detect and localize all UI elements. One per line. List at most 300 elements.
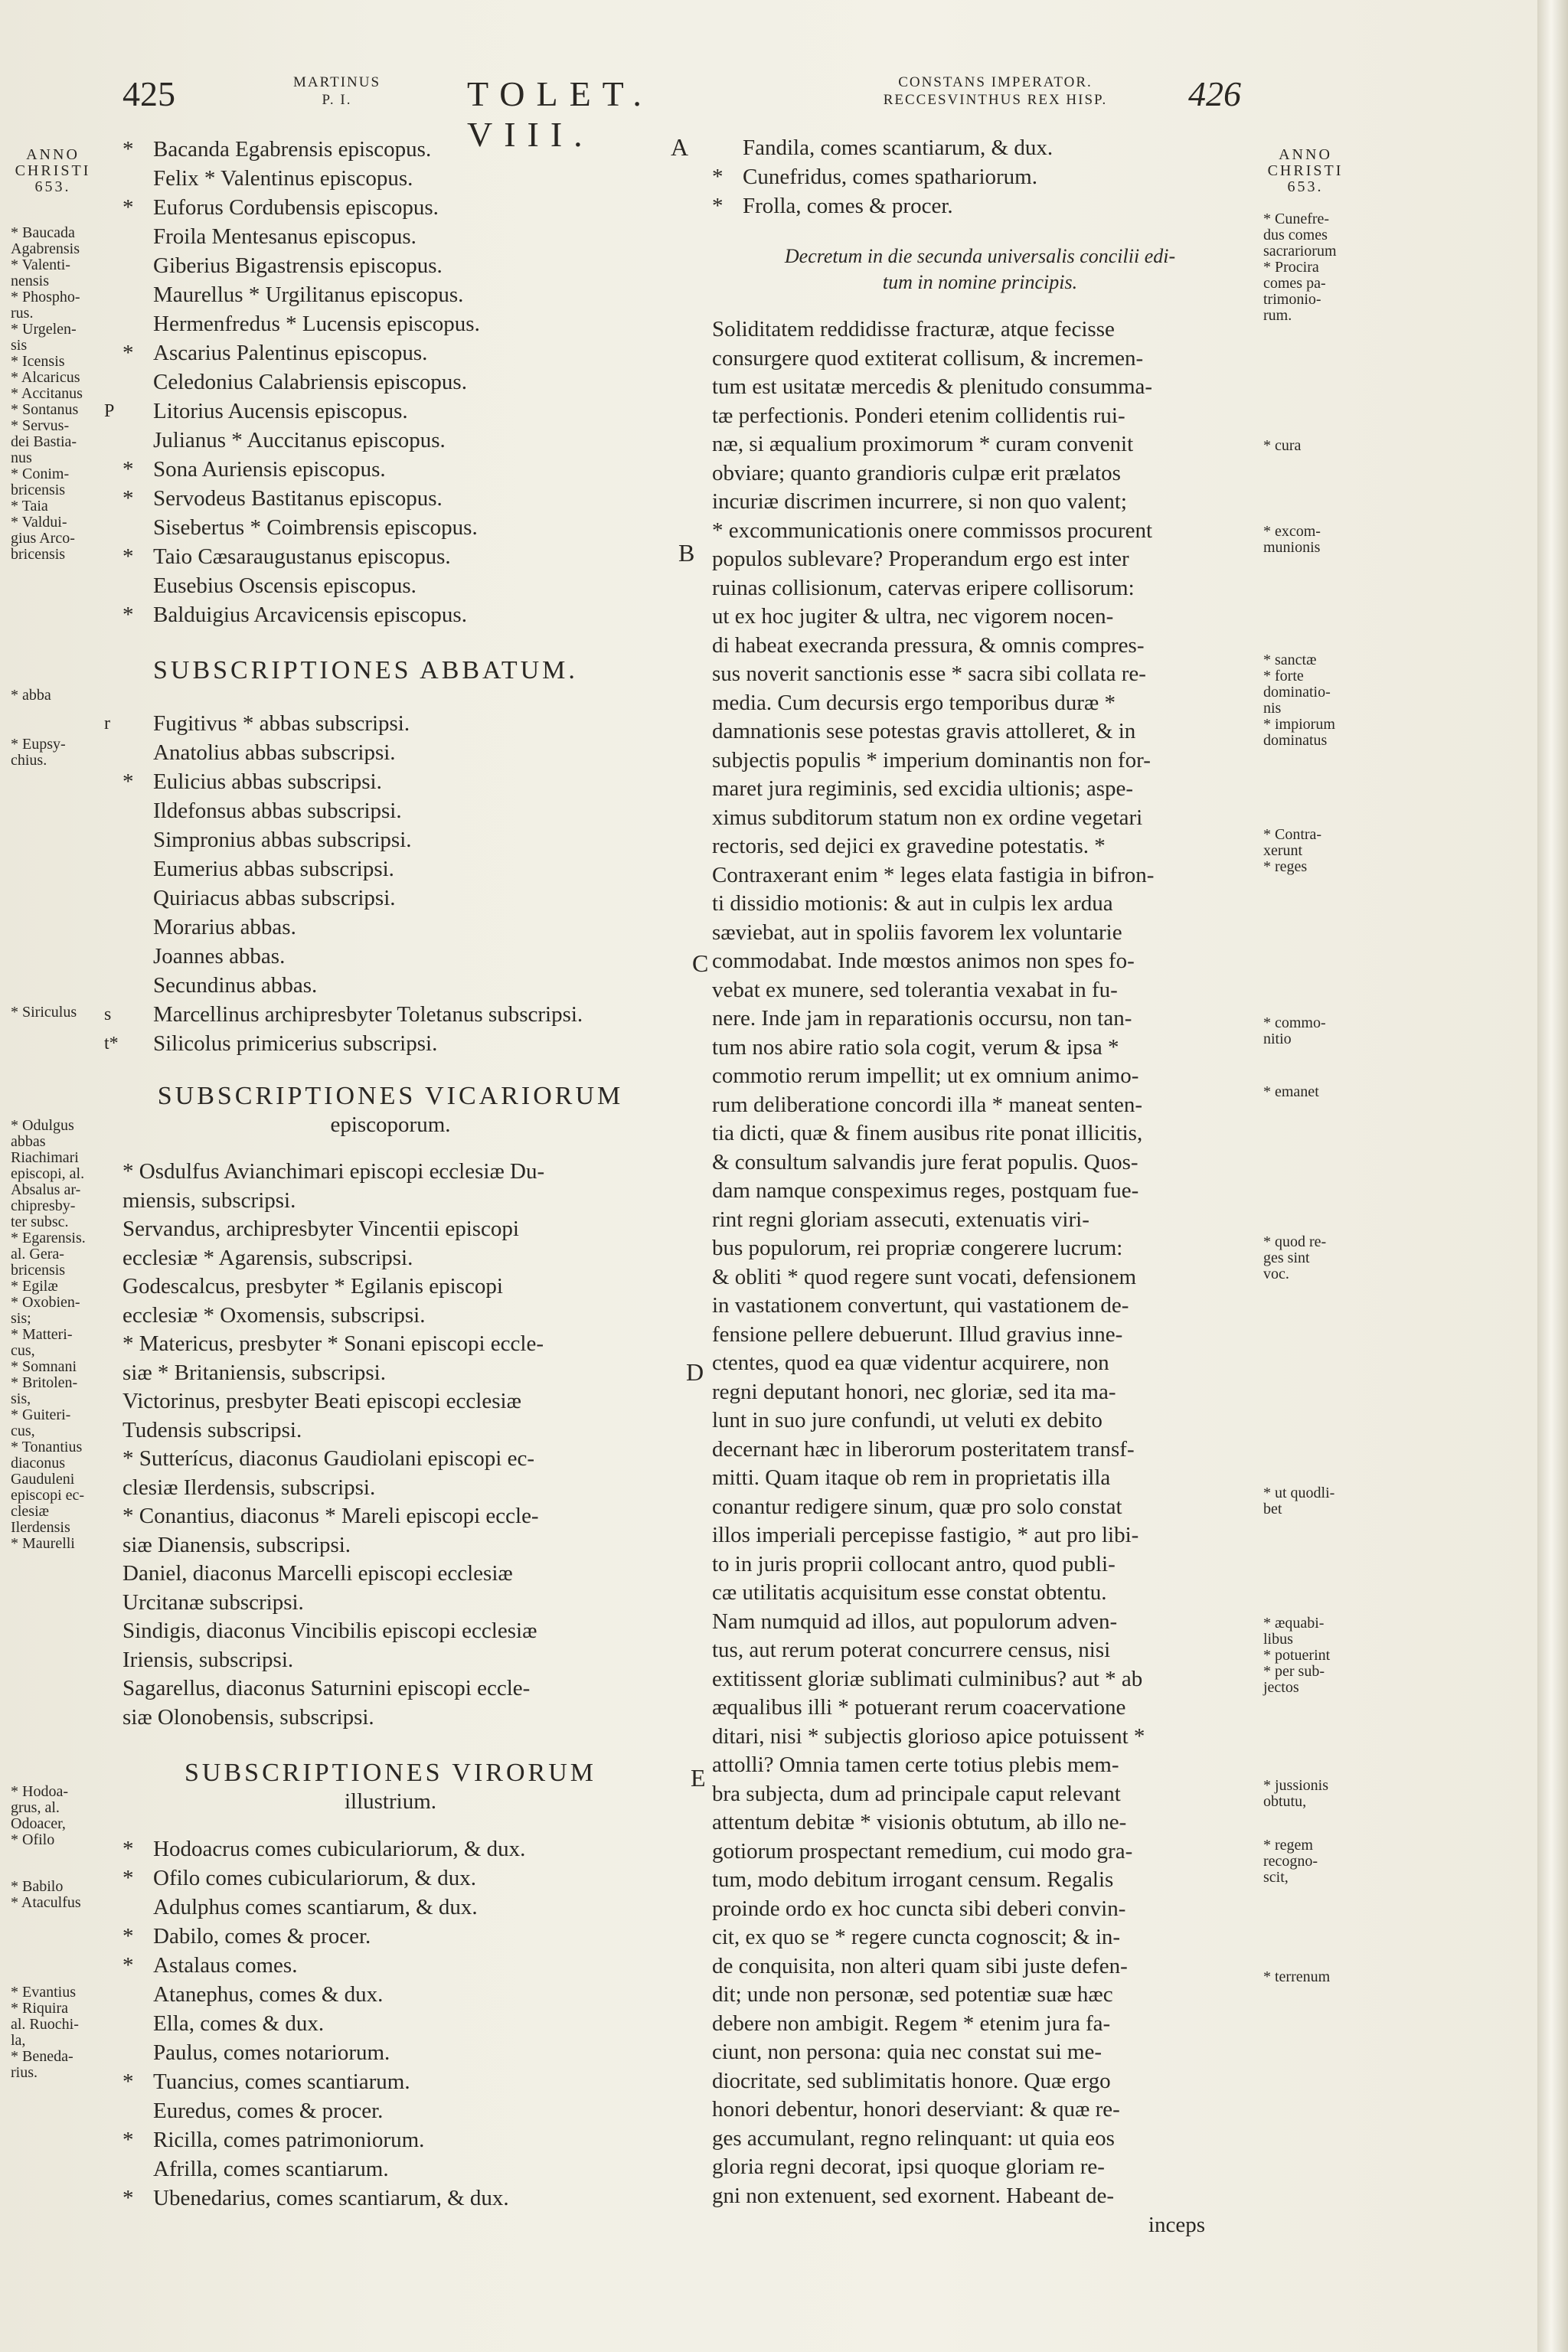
decree-line: mitti. Quam itaque ob rem in proprietatis illa (712, 1465, 1111, 1490)
right-column (712, 133, 1248, 2239)
page-title: TOLET. VIII. (467, 74, 653, 154)
bishops-list (104, 135, 658, 629)
margin-note-line: episcopi, al. (11, 1165, 85, 1182)
entry-text: Fugitivus * abbas subscripsi. (153, 711, 410, 736)
section-letter: C (692, 949, 709, 977)
decree-line: dam namque conspeximus reges, postquam fue- (712, 1178, 1139, 1203)
margin-notes-left (11, 225, 126, 563)
count-entry (712, 133, 1248, 162)
entry-text: Paulus, comes notariorum. (153, 2040, 390, 2065)
decree-line: ctentes, quod ea quæ videntur acquirere, non (712, 1351, 1109, 1375)
bishop-entry (122, 426, 658, 455)
margin-note-line: Ilerdensis (11, 1519, 70, 1536)
margin-note-line: clesiæ (11, 1503, 49, 1520)
margin-notes-right (1263, 1234, 1386, 1282)
margin-note-line: sis (11, 337, 28, 354)
margin-note-line: bricensis (11, 546, 66, 563)
bishop-entry (122, 542, 658, 571)
margin-note-line: * Tonantius (11, 1439, 83, 1455)
entry-text: Euredus, comes & procer. (153, 2099, 384, 2123)
entry-text: Hodoacrus comes cubiculariorum, & dux. (153, 1837, 526, 1861)
entry-text: Hermenfredus * Lucensis episcopus. (153, 312, 480, 336)
entry-text: Afrilla, comes scantiarum. (153, 2157, 389, 2181)
catchword: inceps (1148, 2213, 1205, 2237)
viri-entry (122, 2009, 658, 2038)
decree-line: in vastationem convertunt, qui vastationem de- (712, 1293, 1129, 1318)
margin-note-line: chipresby- (11, 1197, 76, 1214)
vicar-line: Servandus, archipresbyter Vincentii episcopi (122, 1217, 519, 1241)
margin-note-line: voc. (1263, 1266, 1289, 1282)
decree-line: * excommunicationis onere commissos procurent (712, 518, 1153, 543)
entry-mark: * (122, 486, 134, 511)
decree-line: tia dicti, quæ & finem ausibus rite ponat illicitis, (712, 1121, 1143, 1145)
margin-note-line: * Accitanus (11, 385, 83, 402)
decree-line: debere non ambigit. Regem * etenim jura fa- (712, 2011, 1111, 2036)
margin-note-line: * Guiteri- (11, 1406, 71, 1423)
margin-note-line: recogno- (1263, 1853, 1318, 1870)
decree-line: tum, modo debitum irrogant censum. Regalis (712, 1867, 1114, 1892)
margin-note-line: * Conim- (11, 466, 70, 482)
vicar-line: Urcitanæ subscripsi. (122, 1589, 304, 1615)
decree-line: gotiorum prospectant remedium, cui modo gra- (712, 1838, 1133, 1864)
decree-line: illos imperiali percepisse fastigio, * aut pro libi- (712, 1523, 1139, 1547)
margin-note-line: * Siriculus (11, 1004, 77, 1021)
decree-line: honori debentur, honori deserviant: & quæ re- (712, 2097, 1120, 2122)
margin-note-line: chius. (11, 752, 47, 769)
margin-note-line: * Egilæ (11, 1278, 58, 1295)
vicar-line: Daniel, diaconus Marcelli episcopi ecclesiæ (122, 1561, 513, 1586)
entry-text: Quiriacus abbas subscripsi. (153, 886, 396, 910)
entry-text: Ubenedarius, comes scantiarum, & dux. (153, 2186, 509, 2210)
margin-notes-right (1263, 1615, 1386, 1696)
entry-mark: * (122, 1953, 134, 1978)
decree-line: næ, si æqualium proximorum * curam convenit (712, 432, 1134, 456)
decree-line: maret jura regiminis, sed excidia ultionis; aspe- (712, 776, 1134, 801)
margin-note-line: * jussionis (1263, 1777, 1329, 1794)
margin-note-line: ANNO (26, 146, 80, 163)
decree-line: æqualibus illi * potuerant rerum coacervatione (712, 1695, 1126, 1720)
margin-note-line: cus, (11, 1342, 35, 1359)
margin-note-line: * forte (1263, 668, 1304, 684)
margin-note-line: * abba (11, 687, 51, 704)
margin-note-line: * ut quodli- (1263, 1485, 1335, 1501)
decree-line: cit, ex quo se * regere cuncta cognoscit; & in- (712, 1925, 1121, 1949)
margin-note-line: rius. (11, 2064, 38, 2081)
margin-note-line: * Britolen- (11, 1374, 78, 1391)
margin-note-line: libus (1263, 1631, 1293, 1648)
entry-mark: * (122, 2069, 134, 2094)
vicar-line: siæ Dianensis, subscripsi. (122, 1532, 351, 1557)
margin-note-line: * emanet (1263, 1083, 1319, 1100)
entry-text: Morarius abbas. (153, 915, 296, 939)
entry-text: Adulphus comes scantiarum, & dux. (153, 1895, 478, 1919)
margin-note-line: bricensis (11, 1262, 66, 1279)
margin-note-line: rum. (1263, 307, 1292, 324)
vicars-subheading: episcoporum. (330, 1112, 451, 1137)
entry-text: Servodeus Bastitanus episcopus. (153, 486, 443, 511)
viri-entry (122, 1980, 658, 2009)
running-head-right (858, 74, 1133, 127)
decree-line: & consultum salvandis jure ferat populis. Quos- (712, 1149, 1138, 1174)
entry-text: Tuancius, comes scantiarum. (153, 2069, 410, 2094)
decree-line: bus populorum, rei propriæ congerere lucrum: (712, 1236, 1123, 1260)
decree-line: Contraxerant enim * leges elata fastigia in bifron- (712, 862, 1155, 887)
running-head-left (276, 74, 398, 127)
margin-note-line: ter subsc. (11, 1214, 69, 1230)
margin-notes-right (1263, 1838, 1386, 1886)
margin-note-line: CHRISTI (1267, 162, 1344, 179)
entry-text: Litorius Aucensis episcopus. (153, 399, 408, 423)
decree-line: ximus subditorum statum non ex ordine vegetari (712, 805, 1143, 830)
margin-note-line: * Cunefre- (1263, 211, 1330, 227)
decree-line: tæ perfectionis. Ponderi etenim collidentis rui- (712, 403, 1125, 428)
decree-line: commodabat. Inde mœstos animos non spes fo- (712, 949, 1135, 973)
margin-note-line: Gauduleni (11, 1471, 75, 1488)
margin-note-line: jectos (1263, 1679, 1299, 1696)
margin-note-line: * Maurelli (11, 1535, 75, 1552)
decree-paragraph (712, 315, 1248, 2210)
margin-note-line: dominatus (1263, 732, 1328, 749)
decree-line: cæ utilitatis acquisitum esse constat obtentu. (712, 1580, 1107, 1605)
margin-note-line: * Icensis (11, 353, 65, 370)
decree-line: regni deputant honori, nec gloriæ, sed ita ma- (712, 1379, 1116, 1404)
entry-text: Ildefonsus abbas subscripsi. (153, 799, 402, 823)
viri-entry (122, 1922, 658, 1951)
margin-note-line: * cura (1263, 437, 1302, 454)
decree-line: sus noverit sanctionis esse * sacra sibi collata re- (712, 662, 1146, 686)
viri-entry (122, 2154, 658, 2184)
viri-entry (122, 2038, 658, 2067)
margin-note-line: * per sub- (1263, 1663, 1325, 1680)
running-head-right-line: RECCESVINTHUS REX HISP. (883, 92, 1108, 108)
margin-note-line: diaconus (11, 1455, 66, 1472)
bishop-entry (122, 280, 658, 309)
running-head-right-line: CONSTANS IMPERATOR. (898, 74, 1093, 90)
page-number-left: 425 (122, 74, 175, 113)
margin-note-line: dei Bastia- (11, 433, 77, 450)
bishop-entry (122, 600, 658, 629)
margin-note-line: CHRISTI (15, 162, 91, 179)
decree-line: de conquisita, non alteri quam sibi juste defen- (712, 1953, 1128, 1978)
decree-title-line: Decretum in die secunda universalis concilii edi- (784, 245, 1176, 267)
margin-note-line: dus comes (1263, 227, 1328, 243)
decree-line: extitissent gloriæ sublimati culminibus? aut * ab (712, 1666, 1143, 1691)
entry-text: Eumerius abbas subscripsi. (153, 857, 394, 881)
margin-note-line: * reges (1263, 858, 1308, 875)
margin-note-line: * Beneda- (11, 2048, 74, 2065)
margin-notes-right (1263, 827, 1386, 875)
decree-line: proinde ordo ex hoc cuncta sibi deberi convin- (712, 1896, 1126, 1921)
entry-text: Joannes abbas. (153, 944, 286, 969)
entry-text: Frolla, comes & procer. (743, 194, 953, 218)
margin-note-line: * potuerint (1263, 1647, 1331, 1664)
decree-line: tus, aut rerum poterat concurrere census, nisi (712, 1638, 1111, 1662)
margin-note-line: * Phospho- (11, 289, 80, 305)
margin-note-line: sis; (11, 1310, 31, 1327)
vicar-line: miensis, subscripsi. (122, 1187, 296, 1213)
entry-mark: t* (104, 1034, 119, 1054)
margin-note-line: * quod re- (1263, 1233, 1327, 1250)
bishop-entry (122, 251, 658, 280)
entry-text: Cunefridus, comes spathariorum. (743, 165, 1037, 189)
bishop-entry (122, 513, 658, 542)
margin-note-line: * commo- (1263, 1014, 1326, 1031)
bishop-entry (122, 571, 658, 600)
decree-line: dit; unde non personæ, sed potentiæ suæ hæc (712, 1982, 1113, 2007)
entry-text: Marcellinus archipresbyter Toletanus subscripsi. (153, 1002, 583, 1027)
entry-text: Fandila, comes scantiarum, & dux. (743, 136, 1054, 160)
margin-note-line: cus, (11, 1423, 35, 1439)
entry-text: Giberius Bigastrensis episcopus. (153, 253, 443, 278)
entry-text: Froila Mentesanus episcopus. (153, 224, 416, 249)
entry-text: Euforus Cordubensis episcopus. (153, 195, 439, 220)
margin-note-line: grus, al. (11, 1799, 60, 1816)
entry-mark: * (122, 769, 134, 794)
margin-note-line: * Riquira (11, 2000, 68, 2017)
decree-line: ut ex hoc jugiter & ultra, nec vigorem nocen- (712, 604, 1114, 629)
abbot-entry (122, 796, 658, 825)
margin-notes-right (1263, 211, 1386, 324)
entry-text: Balduigius Arcavicensis episcopus. (153, 603, 467, 627)
margin-note-line: * Procira (1263, 259, 1319, 276)
entry-text: Ofilo comes cubiculariorum, & dux. (153, 1866, 477, 1890)
vicar-line: ecclesiæ * Agarensis, subscripsi. (122, 1245, 413, 1270)
margin-note-line: dominatio- (1263, 684, 1331, 701)
decree-line: rum deliberatione concordi illa * maneat senten- (712, 1092, 1143, 1117)
entry-mark: * (122, 2128, 134, 2152)
margin-note-line: * Oxobien- (11, 1294, 80, 1311)
vicar-line: Tudensis subscripsi. (122, 1417, 302, 1442)
margin-note-line: nus (11, 449, 32, 466)
margin-note-line: sis, (11, 1390, 31, 1407)
margin-notes-right (1263, 1969, 1386, 1985)
entry-text: Silicolus primicerius subscripsi. (153, 1031, 438, 1056)
viri-entry (122, 2067, 658, 2096)
margin-note-line: * Sontanus (11, 401, 79, 418)
decree-line: tum est usitatæ mercedis & plenitudo consumma- (712, 374, 1153, 399)
decree-line: gloria regni decorat, ipsi quoque gloriam re- (712, 2154, 1105, 2179)
decree-line: ti dissidio motionis: & aut in culpis lex ardua (712, 891, 1113, 916)
viri-subheading: illustrium. (344, 1789, 437, 1814)
margin-note-line: * sanctæ (1263, 652, 1317, 668)
margin-note-line: * Ofilo (11, 1831, 55, 1848)
entry-text: Secundinus abbas. (153, 973, 318, 998)
margin-notes-right (1263, 1084, 1386, 1100)
bishop-entry (104, 397, 658, 426)
section-letter: D (686, 1358, 704, 1386)
margin-note-line: * Servus- (11, 417, 70, 434)
vicar-line: clesiæ Ilerdensis, subscripsi. (122, 1475, 376, 1500)
vicar-line: * Osdulfus Avianchimari episcopi ecclesiæ Du- (122, 1159, 545, 1184)
vicar-line: * Matericus, presbyter * Sonani episcopi eccle- (122, 1331, 544, 1356)
count-entry (712, 162, 1248, 191)
decree-line: conantur redigere sinum, quæ pro solo constat (712, 1494, 1122, 1519)
decree-line: Soliditatem reddidisse fracturæ, atque fecisse (712, 317, 1115, 341)
margin-note-line: Agabrensis (11, 240, 80, 257)
decree-line: obviare; quanto grandioris culpæ erit prælatos (712, 460, 1121, 485)
entry-text: Ascarius Palentinus episcopus. (153, 341, 428, 365)
entry-text: Atanephus, comes & dux. (153, 1982, 384, 2007)
decree-line: sæviebat, aut in spoliis favorem lex voluntarie (712, 920, 1122, 945)
page-edge (1537, 0, 1568, 2352)
abbot-entry (122, 942, 658, 971)
margin-note-line: Odoacer, (11, 1815, 66, 1832)
margin-note-line: nis (1263, 700, 1282, 717)
margin-note-line: bricensis (11, 482, 66, 498)
margin-note-line: nensis (11, 273, 49, 289)
decree-line: rint regni gloriam assecuti, extenuatis viri- (712, 1207, 1089, 1232)
count-entry (712, 191, 1248, 220)
decree-line: attentum debitæ * visionis obtutum, ab illo ne- (712, 1810, 1127, 1834)
decree-line: decernant hæc in liberorum posteritatem transf- (712, 1436, 1135, 1462)
entry-text: Taio Cæsaraugustanus episcopus. (153, 544, 451, 569)
margin-notes-left (11, 1879, 126, 1911)
bishop-entry (122, 368, 658, 397)
abbot-entry (122, 854, 658, 884)
decree-line: attolli? Omnia tamen certe totius plebis mem- (712, 1753, 1119, 1777)
decree-line: ciunt, non persona: quia nec constat sui me- (712, 2040, 1102, 2064)
decree-line: fensione pellere debuerunt. Illud gravius inne- (712, 1321, 1123, 1347)
margin-note-line: * Eupsy- (11, 736, 66, 753)
margin-note-line: * Valdui- (11, 514, 67, 531)
margin-note-line: * terrenum (1263, 1968, 1331, 1985)
margin-note-line: 653. (1287, 178, 1324, 195)
margin-note-line: * Alcaricus (11, 369, 80, 386)
vicar-line: Godescalcus, presbyter * Egilanis episcopi (122, 1274, 503, 1298)
entry-text: Sisebertus * Coimbrensis episcopus. (153, 515, 478, 540)
decree-line: di habeat execranda pressura, & omnis compres- (712, 632, 1145, 658)
margin-note-line: * Hodoa- (11, 1783, 68, 1800)
vicar-line: * Conantius, diaconus * Mareli episcopi eccle- (122, 1504, 539, 1528)
entry-text: Felix * Valentinus episcopus. (153, 166, 413, 191)
vicar-line: siæ * Britaniensis, subscripsi. (122, 1360, 386, 1385)
entry-mark: * (122, 195, 134, 220)
margin-notes-left (11, 1118, 126, 1552)
vicar-line: * Sutterícus, diaconus Gaudiolani episcopi ec- (122, 1446, 534, 1471)
margin-note-line: bet (1263, 1501, 1282, 1517)
margin-note-line: ges sint (1263, 1250, 1310, 1266)
vicar-line: Iriensis, subscripsi. (122, 1647, 294, 1672)
margin-year-left (11, 147, 95, 195)
abbots-list (104, 709, 658, 1058)
margin-note-line: Riachimari (11, 1149, 79, 1166)
margin-note-line: munionis (1263, 539, 1321, 556)
viri-entry (122, 1864, 658, 1893)
decree-line: tum nos abire ratio sola cogit, verum & ipsa * (712, 1034, 1119, 1060)
entry-mark: * (122, 457, 134, 482)
margin-note-line: 653. (34, 178, 71, 195)
entry-text: Simpronius abbas subscripsi. (153, 828, 412, 852)
decree-line: to in juris proprii collocant antro, quod publi- (712, 1551, 1116, 1576)
abbot-entry (104, 1000, 658, 1029)
section-letter: A (671, 133, 689, 161)
abbot-entry (104, 1029, 658, 1058)
bishop-entry (122, 484, 658, 513)
bishop-entry (122, 164, 658, 193)
abbot-entry (104, 709, 658, 738)
margin-note-line: ANNO (1279, 146, 1332, 163)
page-number-right: 426 (1188, 74, 1241, 113)
margin-note-line: * Evantius (11, 1984, 76, 2001)
margin-notes-right (1263, 1778, 1386, 1810)
entry-text: Sona Auriensis episcopus. (153, 457, 386, 482)
margin-note-line: abbas (11, 1133, 46, 1150)
abbot-entry (122, 825, 658, 854)
decree-line: lunt in suo jure confundi, ut veluti ex debito (712, 1408, 1102, 1432)
entry-mark: * (122, 544, 134, 569)
decree-line: diocritate, sed sublimitatis honore. Quæ ergo (712, 2068, 1111, 2093)
decree-line: & obliti * quod regere sunt vocati, defensionem (712, 1264, 1137, 1289)
bishop-entry (122, 193, 658, 222)
entry-text: Dabilo, comes & procer. (153, 1924, 371, 1949)
margin-note-line: * Urgelen- (11, 321, 77, 338)
decree-line: media. Cum decursis ergo temporibus duræ * (712, 690, 1116, 715)
decree-line: ditari, nisi * subjectis glorioso apice potuissent * (712, 1723, 1145, 1749)
right-top-list (712, 133, 1248, 220)
margin-note-line: * impiorum (1263, 716, 1335, 733)
margin-note-line: * Somnani (11, 1358, 77, 1375)
margin-note-line: * Baucada (11, 224, 75, 241)
viri-entry (122, 1834, 658, 1864)
margin-note-line: al. Gera- (11, 1246, 64, 1263)
margin-note-line: * Contra- (1263, 826, 1322, 843)
abbot-entry (122, 913, 658, 942)
left-column (104, 135, 658, 2213)
viri-entry (122, 2125, 658, 2154)
entry-mark: * (122, 1866, 134, 1890)
margin-note-line: * Egarensis. (11, 1230, 86, 1246)
decree-line: commotio rerum impellit; ut ex omnium animo- (712, 1063, 1139, 1088)
entry-mark: s (104, 1004, 112, 1024)
entry-text: Julianus * Auccitanus episcopus. (153, 428, 446, 452)
margin-note-line: * Ataculfus (11, 1894, 81, 1911)
margin-notes-right (1263, 524, 1386, 556)
decree-title-line: tum in nomine principis. (882, 271, 1078, 293)
abbot-entry (122, 738, 658, 767)
vicar-line: Sagarellus, diaconus Saturnini episcopi eccle- (122, 1676, 531, 1700)
bishop-entry (122, 309, 658, 338)
margin-note-line: * Valenti- (11, 256, 70, 273)
margin-note-line: * Odulgus (11, 1117, 74, 1134)
margin-notes-left (11, 737, 126, 769)
margin-notes-right (1263, 652, 1386, 749)
bishop-entry (122, 338, 658, 368)
abbots-heading: SUBSCRIPTIONES ABBATUM. (153, 656, 578, 684)
vicar-line: siæ Olonobensis, subscripsi. (122, 1704, 374, 1730)
entry-text: Astalaus comes. (153, 1953, 298, 1978)
running-head-left-line: MARTINUS (292, 74, 381, 90)
viri-entry (122, 1951, 658, 1980)
margin-note-line: comes pa- (1263, 275, 1326, 292)
margin-note-line: nitio (1263, 1031, 1292, 1047)
margin-note-line: Absalus ar- (11, 1181, 81, 1198)
entry-mark: P (104, 401, 115, 421)
decree-line: ruinas collisionum, catervas eripere collisorum: (712, 575, 1135, 600)
margin-note-line: trimonio- (1263, 291, 1321, 308)
margin-note-line: rus. (11, 305, 34, 322)
decree-line: subjectis populis * imperium dominantis non for- (712, 747, 1151, 773)
margin-note-line: episcopi ec- (11, 1487, 85, 1504)
decree-line: Nam numquid ad illos, aut populorum adven- (712, 1609, 1118, 1634)
viri-entry (122, 2096, 658, 2125)
margin-note-line: * excom- (1263, 523, 1321, 540)
entry-text: Eulicius abbas subscripsi. (153, 769, 382, 794)
decree-line: ges accumulant, regno relinquant: ut quia eos (712, 2125, 1115, 2151)
entry-mark: * (122, 137, 134, 162)
margin-note-line: xerunt (1263, 842, 1303, 859)
viri-heading: SUBSCRIPTIONES VIRORUM (185, 1759, 596, 1787)
viri-entry (122, 1893, 658, 1922)
